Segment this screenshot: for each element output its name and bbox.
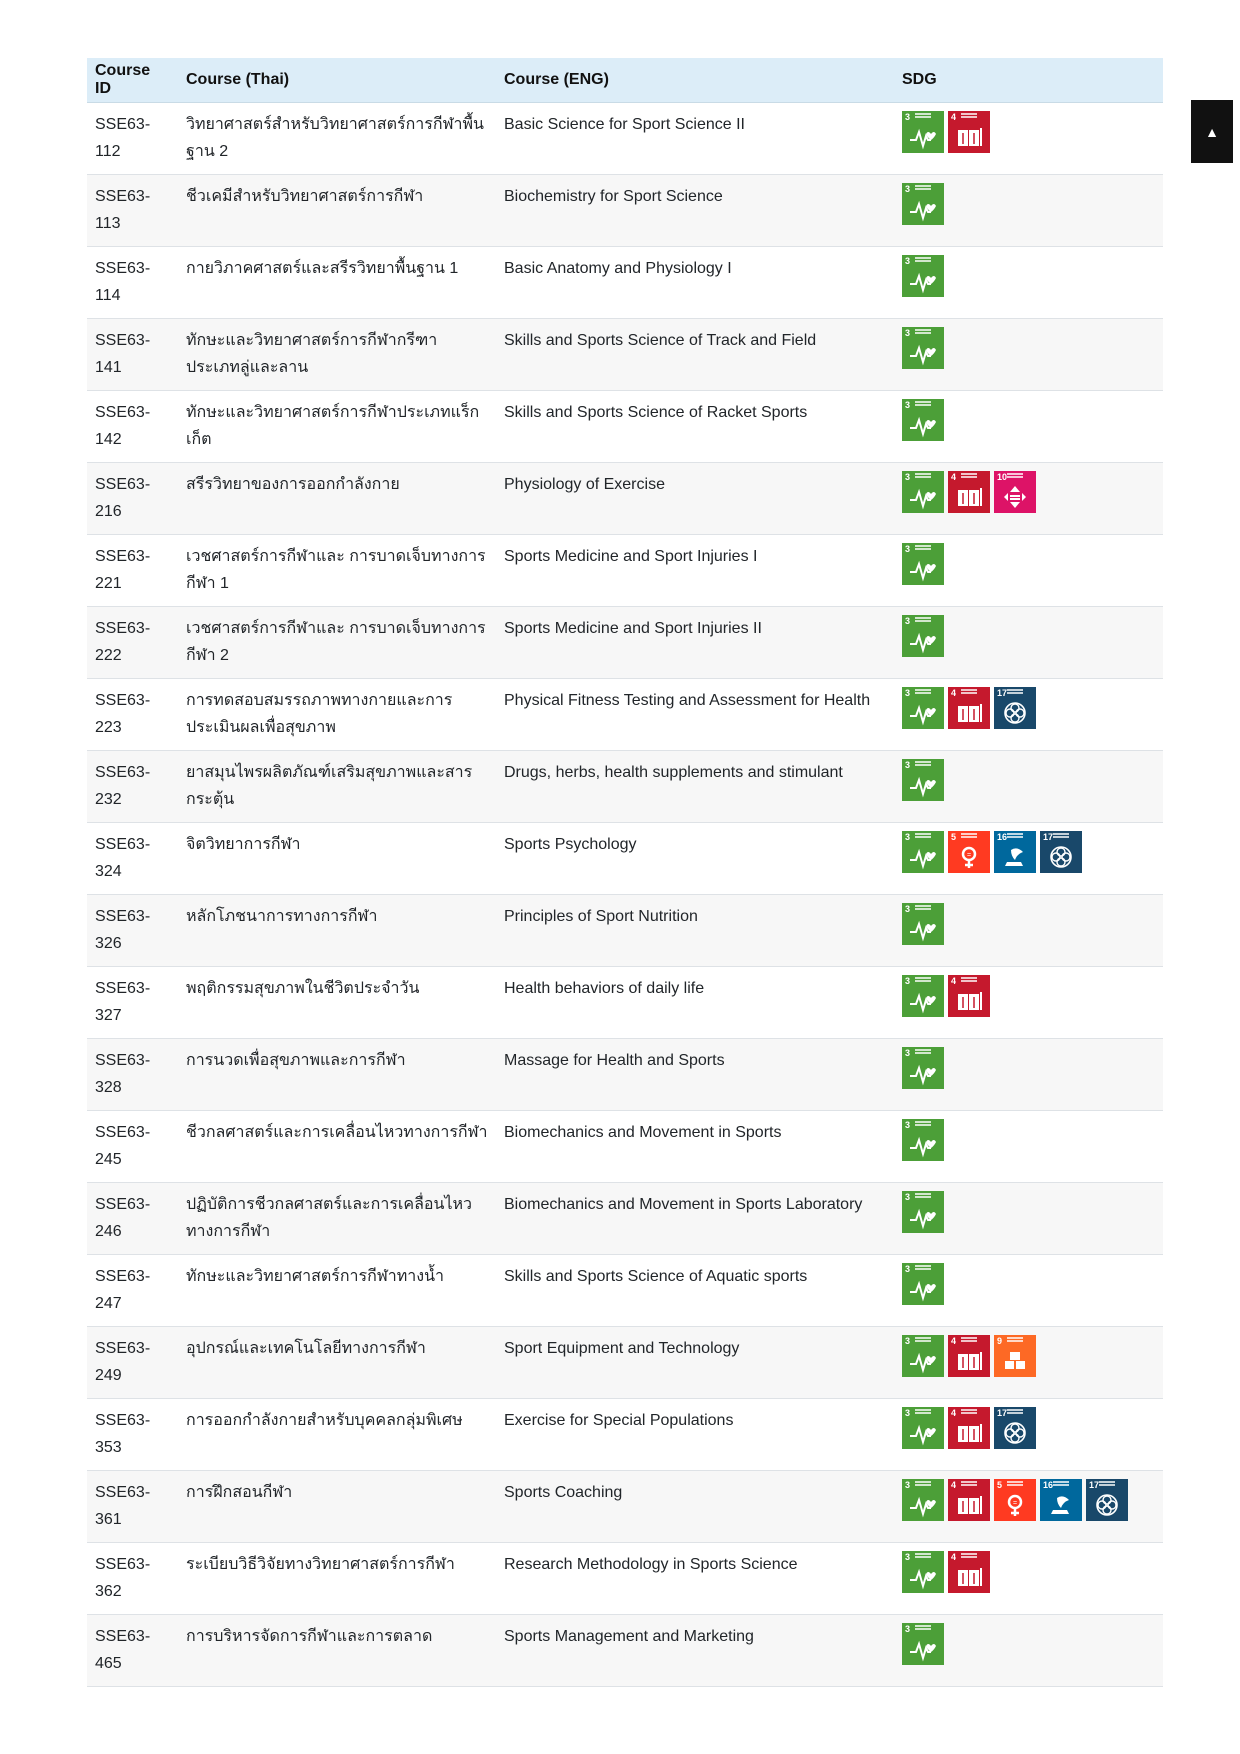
header-sdg: SDG	[894, 58, 1163, 103]
svg-text:=: =	[966, 852, 972, 859]
sdg-3-health-icon: 3	[902, 1551, 944, 1593]
sdg-cell	[894, 319, 1163, 391]
course-eng-name: Skills and Sports Science of Racket Sports	[504, 404, 808, 421]
course-thai-name: อุปกรณ์และเทคโนโลยีทางการกีฬา	[186, 1340, 426, 1357]
course-thai-name: การออกกำลังกายสำหรับบุคคลกลุ่มพิเศษ	[186, 1412, 463, 1429]
sdg-icon-group	[902, 831, 1155, 873]
course-thai-cell	[178, 1111, 496, 1183]
course-eng-cell	[496, 103, 894, 175]
course-id: SSE63-353	[95, 1412, 151, 1456]
table-row	[87, 607, 1163, 679]
course-eng-cell	[496, 1399, 894, 1471]
sdg-3-health-icon: 3	[902, 759, 944, 801]
course-eng-cell	[496, 823, 894, 895]
course-eng-name: Biomechanics and Movement in Sports	[504, 1124, 782, 1141]
sdg-icon-group	[902, 1263, 1155, 1305]
scroll-to-top-button[interactable]	[1191, 100, 1233, 163]
course-eng-cell	[496, 679, 894, 751]
sdg-9-industry-icon: 9	[994, 1335, 1036, 1377]
course-id-cell	[87, 823, 178, 895]
table-row	[87, 103, 1163, 175]
course-eng-cell	[496, 175, 894, 247]
course-id: SSE63-113	[95, 188, 151, 232]
table-row	[87, 679, 1163, 751]
course-thai-name: ชีวเคมีสำหรับวิทยาศาสตร์การกีฬา	[186, 188, 424, 205]
course-id: SSE63-222	[95, 620, 151, 664]
course-eng-name: Drugs, herbs, health supplements and stimulant	[504, 764, 843, 781]
course-thai-cell	[178, 319, 496, 391]
sdg-icon-group	[902, 1047, 1155, 1089]
course-id: SSE63-223	[95, 692, 151, 736]
sdg-3-health-icon: 3	[902, 543, 944, 585]
course-id-cell	[87, 463, 178, 535]
sdg-3-health-icon: 3	[902, 687, 944, 729]
course-eng-cell	[496, 751, 894, 823]
course-thai-cell	[178, 1039, 496, 1111]
sdg-icon-group	[902, 399, 1155, 441]
header-course-eng: Course (ENG)	[496, 58, 894, 103]
sdg-3-health-icon: 3	[902, 1047, 944, 1089]
sdg-cell	[894, 967, 1163, 1039]
sdg-3-health-icon: 3	[902, 1623, 944, 1665]
course-thai-cell	[178, 1615, 496, 1687]
course-thai-name: ปฏิบัติการชีวกลศาสตร์และการเคลื่อนไหวทางการกีฬา	[186, 1196, 473, 1240]
course-thai-cell	[178, 751, 496, 823]
course-id: SSE63-324	[95, 836, 151, 880]
course-id-cell	[87, 175, 178, 247]
sdg-4-education-icon: 4	[948, 111, 990, 153]
course-id-cell	[87, 247, 178, 319]
course-thai-cell	[178, 1255, 496, 1327]
course-thai-cell	[178, 175, 496, 247]
course-eng-cell	[496, 1615, 894, 1687]
sdg-icon-group	[902, 1407, 1155, 1449]
sdg-cell	[894, 1327, 1163, 1399]
sdg-3-health-icon: 3	[902, 1407, 944, 1449]
sdg-icon-group	[902, 183, 1155, 225]
sdg-4-education-icon: 4	[948, 1479, 990, 1521]
course-id: SSE63-141	[95, 332, 151, 376]
sdg-icon-group	[902, 543, 1155, 585]
table-row	[87, 1327, 1163, 1399]
course-thai-cell	[178, 103, 496, 175]
course-thai-name: ทักษะและวิทยาศาสตร์การกีฬากรีฑาประเภทลู่และลาน	[186, 332, 438, 376]
course-eng-name: Basic Anatomy and Physiology I	[504, 260, 732, 277]
sdg-icon-group	[902, 255, 1155, 297]
sdg-4-education-icon: 4	[948, 471, 990, 513]
sdg-3-health-icon: 3	[902, 1119, 944, 1161]
course-eng-cell	[496, 391, 894, 463]
sdg-3-health-icon: 3	[902, 975, 944, 1017]
course-eng-cell	[496, 967, 894, 1039]
course-id-cell	[87, 1615, 178, 1687]
course-eng-cell	[496, 1183, 894, 1255]
sdg-16-peace-icon: 16	[994, 831, 1036, 873]
sdg-3-health-icon: 3	[902, 255, 944, 297]
sdg-17-partnership-icon: 17	[994, 687, 1036, 729]
course-table	[87, 58, 1163, 1687]
course-eng-name: Health behaviors of daily life	[504, 980, 705, 997]
course-id-cell	[87, 1255, 178, 1327]
sdg-icon-group	[902, 903, 1155, 945]
sdg-icon-group	[902, 615, 1155, 657]
course-thai-name: ระเบียบวิธีวิจัยทางวิทยาศาสตร์การกีฬา	[186, 1556, 455, 1573]
course-eng-name: Skills and Sports Science of Aquatic sports	[504, 1268, 808, 1285]
course-eng-cell	[496, 1327, 894, 1399]
course-id: SSE63-327	[95, 980, 151, 1024]
course-eng-name: Research Methodology in Sports Science	[504, 1556, 798, 1573]
table-row	[87, 319, 1163, 391]
course-eng-name: Sports Medicine and Sport Injuries I	[504, 548, 758, 565]
sdg-4-education-icon: 4	[948, 1407, 990, 1449]
table-row	[87, 1471, 1163, 1543]
course-id-cell	[87, 1327, 178, 1399]
sdg-cell	[894, 463, 1163, 535]
table-row	[87, 895, 1163, 967]
sdg-icon-group	[902, 1551, 1155, 1593]
course-thai-name: การฝึกสอนกีฬา	[186, 1484, 293, 1501]
course-thai-name: ยาสมุนไพรผลิตภัณฑ์เสริมสุขภาพและสารกระตุ้น	[186, 764, 473, 808]
course-thai-name: วิทยาศาสตร์สำหรับวิทยาศาสตร์การกีฬาพื้นฐาน 2	[186, 116, 484, 160]
sdg-cell	[894, 1615, 1163, 1687]
sdg-17-partnership-icon: 17	[994, 1407, 1036, 1449]
course-thai-name: สรีรวิทยาของการออกกำลังกาย	[186, 476, 400, 493]
course-eng-cell	[496, 1039, 894, 1111]
course-id: SSE63-247	[95, 1268, 151, 1312]
course-id: SSE63-361	[95, 1484, 151, 1528]
course-id: SSE63-216	[95, 476, 151, 520]
course-eng-cell	[496, 1543, 894, 1615]
table-row	[87, 535, 1163, 607]
sdg-4-education-icon: 4	[948, 687, 990, 729]
table-body	[87, 103, 1163, 1687]
course-thai-cell	[178, 823, 496, 895]
sdg-icon-group	[902, 1335, 1155, 1377]
table-row	[87, 463, 1163, 535]
course-eng-name: Principles of Sport Nutrition	[504, 908, 698, 925]
table-row	[87, 1543, 1163, 1615]
course-id: SSE63-112	[95, 116, 151, 160]
table-row	[87, 175, 1163, 247]
course-eng-name: Physiology of Exercise	[504, 476, 665, 493]
course-eng-cell	[496, 1471, 894, 1543]
table-row	[87, 1183, 1163, 1255]
course-id-cell	[87, 103, 178, 175]
course-eng-name: Sports Management and Marketing	[504, 1628, 754, 1645]
sdg-cell	[894, 391, 1163, 463]
sdg-cell	[894, 535, 1163, 607]
course-id-cell	[87, 1111, 178, 1183]
course-thai-name: จิตวิทยาการกีฬา	[186, 836, 301, 853]
sdg-cell	[894, 103, 1163, 175]
course-id-cell	[87, 751, 178, 823]
course-thai-cell	[178, 1471, 496, 1543]
course-thai-name: หลักโภชนาการทางการกีฬา	[186, 908, 378, 925]
table-header-row	[87, 58, 1163, 103]
sdg-3-health-icon: 3	[902, 903, 944, 945]
sdg-4-education-icon: 4	[948, 1551, 990, 1593]
sdg-cell	[894, 1111, 1163, 1183]
course-thai-cell	[178, 1399, 496, 1471]
course-thai-name: ชีวกลศาสตร์และการเคลื่อนไหวทางการกีฬา	[186, 1124, 488, 1141]
course-thai-cell	[178, 1183, 496, 1255]
course-id: SSE63-246	[95, 1196, 151, 1240]
sdg-icon-group	[902, 1119, 1155, 1161]
course-thai-name: พฤติกรรมสุขภาพในชีวิตประจำวัน	[186, 980, 420, 997]
course-id-cell	[87, 967, 178, 1039]
table-row	[87, 391, 1163, 463]
header-course-thai: Course (Thai)	[178, 58, 496, 103]
course-eng-name: Biochemistry for Sport Science	[504, 188, 723, 205]
sdg-3-health-icon: 3	[902, 1191, 944, 1233]
course-id-cell	[87, 1471, 178, 1543]
course-eng-name: Physical Fitness Testing and Assessment for Health	[504, 692, 871, 709]
course-eng-cell	[496, 1111, 894, 1183]
sdg-cell	[894, 1543, 1163, 1615]
sdg-cell	[894, 1039, 1163, 1111]
chevron-up-icon: ▲	[1205, 123, 1219, 140]
sdg-cell	[894, 823, 1163, 895]
sdg-3-health-icon: 3	[902, 327, 944, 369]
sdg-16-peace-icon: 16	[1040, 1479, 1082, 1521]
course-thai-cell	[178, 607, 496, 679]
course-thai-name: การบริหารจัดการกีฬาและการตลาด	[186, 1628, 433, 1645]
sdg-icon-group	[902, 975, 1155, 1017]
sdg-5-gender-icon: 5 =	[994, 1479, 1036, 1521]
sdg-3-health-icon: 3	[902, 615, 944, 657]
sdg-cell	[894, 607, 1163, 679]
course-thai-cell	[178, 679, 496, 751]
table-row	[87, 751, 1163, 823]
sdg-17-partnership-icon: 17	[1086, 1479, 1128, 1521]
course-thai-name: เวชศาสตร์การกีฬาและ การบาดเจ็บทางการกีฬา 2	[186, 620, 486, 664]
course-id-cell	[87, 607, 178, 679]
sdg-3-health-icon: 3	[902, 183, 944, 225]
course-eng-cell	[496, 247, 894, 319]
sdg-icon-group	[902, 687, 1155, 729]
table-row	[87, 1039, 1163, 1111]
course-thai-cell	[178, 1327, 496, 1399]
course-id-cell	[87, 1399, 178, 1471]
course-thai-cell	[178, 1543, 496, 1615]
sdg-3-health-icon: 3	[902, 1335, 944, 1377]
course-id-cell	[87, 895, 178, 967]
sdg-icon-group	[902, 1623, 1155, 1665]
table-row	[87, 967, 1163, 1039]
course-eng-cell	[496, 607, 894, 679]
sdg-3-health-icon: 3	[902, 831, 944, 873]
table-row	[87, 823, 1163, 895]
course-eng-name: Sports Coaching	[504, 1484, 623, 1501]
sdg-10-inequality-icon: 10	[994, 471, 1036, 513]
course-thai-cell	[178, 247, 496, 319]
table-row	[87, 247, 1163, 319]
course-eng-cell	[496, 319, 894, 391]
course-eng-cell	[496, 463, 894, 535]
course-id-cell	[87, 1039, 178, 1111]
svg-text:=: =	[1012, 1500, 1018, 1507]
course-thai-name: ทักษะและวิทยาศาสตร์การกีฬาทางน้ำ	[186, 1268, 445, 1285]
course-id: SSE63-362	[95, 1556, 151, 1600]
sdg-cell	[894, 1255, 1163, 1327]
sdg-3-health-icon: 3	[902, 471, 944, 513]
course-id-cell	[87, 319, 178, 391]
course-eng-name: Biomechanics and Movement in Sports Laboratory	[504, 1196, 863, 1213]
course-table-container	[87, 58, 1163, 1687]
course-thai-cell	[178, 463, 496, 535]
sdg-17-partnership-icon: 17	[1040, 831, 1082, 873]
course-thai-name: กายวิภาคศาสตร์และสรีรวิทยาพื้นฐาน 1	[186, 260, 459, 277]
sdg-3-health-icon: 3	[902, 399, 944, 441]
course-thai-name: การนวดเพื่อสุขภาพและการกีฬา	[186, 1052, 406, 1069]
sdg-icon-group	[902, 1479, 1155, 1521]
course-thai-cell	[178, 895, 496, 967]
course-eng-name: Basic Science for Sport Science II	[504, 116, 745, 133]
course-id: SSE63-221	[95, 548, 151, 592]
sdg-icon-group	[902, 111, 1155, 153]
course-eng-cell	[496, 1255, 894, 1327]
course-id: SSE63-245	[95, 1124, 151, 1168]
course-id: SSE63-114	[95, 260, 151, 304]
course-thai-cell	[178, 967, 496, 1039]
course-eng-name: Sports Psychology	[504, 836, 637, 853]
sdg-3-health-icon: 3	[902, 111, 944, 153]
course-id-cell	[87, 679, 178, 751]
sdg-cell	[894, 1471, 1163, 1543]
sdg-cell	[894, 175, 1163, 247]
course-eng-name: Exercise for Special Populations	[504, 1412, 734, 1429]
sdg-icon-group	[902, 759, 1155, 801]
sdg-cell	[894, 1183, 1163, 1255]
course-thai-cell	[178, 391, 496, 463]
sdg-cell	[894, 751, 1163, 823]
course-id: SSE63-232	[95, 764, 151, 808]
sdg-cell	[894, 1399, 1163, 1471]
course-thai-name: การทดสอบสมรรถภาพทางกายและการประเมินผลเพื่อสุขภาพ	[186, 692, 453, 736]
course-id: SSE63-326	[95, 908, 151, 952]
course-eng-name: Sport Equipment and Technology	[504, 1340, 740, 1357]
course-id: SSE63-142	[95, 404, 151, 448]
sdg-icon-group	[902, 1191, 1155, 1233]
sdg-3-health-icon: 3	[902, 1263, 944, 1305]
sdg-cell	[894, 679, 1163, 751]
sdg-cell	[894, 895, 1163, 967]
header-course-id: Course ID	[87, 58, 178, 103]
course-eng-name: Sports Medicine and Sport Injuries II	[504, 620, 762, 637]
sdg-4-education-icon: 4	[948, 975, 990, 1017]
table-row	[87, 1111, 1163, 1183]
course-thai-name: ทักษะและวิทยาศาสตร์การกีฬาประเภทแร็กเก็ต	[186, 404, 480, 448]
table-row	[87, 1399, 1163, 1471]
sdg-3-health-icon: 3	[902, 1479, 944, 1521]
course-id-cell	[87, 391, 178, 463]
course-thai-name: เวชศาสตร์การกีฬาและ การบาดเจ็บทางการกีฬา 1	[186, 548, 486, 592]
table-row	[87, 1615, 1163, 1687]
sdg-cell	[894, 247, 1163, 319]
sdg-4-education-icon: 4	[948, 1335, 990, 1377]
course-eng-cell	[496, 895, 894, 967]
sdg-icon-group	[902, 327, 1155, 369]
course-eng-name: Skills and Sports Science of Track and Field	[504, 332, 817, 349]
course-eng-name: Massage for Health and Sports	[504, 1052, 725, 1069]
sdg-icon-group	[902, 471, 1155, 513]
course-eng-cell	[496, 535, 894, 607]
course-id: SSE63-465	[95, 1628, 151, 1672]
course-id-cell	[87, 1183, 178, 1255]
table-row	[87, 1255, 1163, 1327]
course-thai-cell	[178, 535, 496, 607]
course-id: SSE63-249	[95, 1340, 151, 1384]
course-id-cell	[87, 1543, 178, 1615]
sdg-5-gender-icon: 5 =	[948, 831, 990, 873]
course-id-cell	[87, 535, 178, 607]
course-id: SSE63-328	[95, 1052, 151, 1096]
